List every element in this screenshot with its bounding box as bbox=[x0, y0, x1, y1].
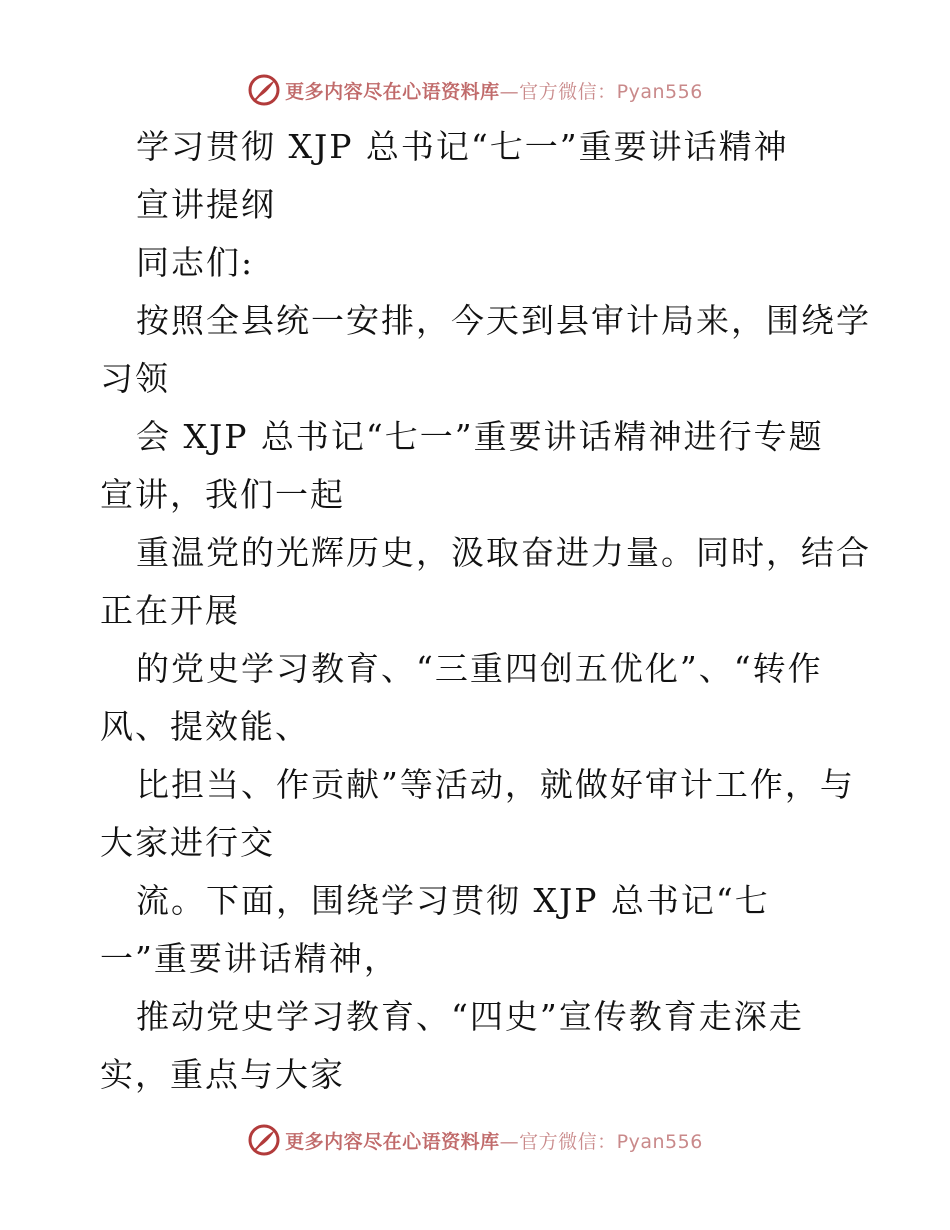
body-line: 比担当、作贡献”等活动，就做好审计工作，与 bbox=[136, 765, 855, 804]
body-line: 一”重要讲话精神， bbox=[100, 939, 399, 978]
banner-separator: — bbox=[499, 1130, 520, 1153]
body-line: 会 XJP 总书记“七一”重要讲话精神进行专题 bbox=[136, 417, 824, 456]
feather-quill-logo-icon bbox=[247, 1123, 281, 1157]
body-line: 风、提效能、 bbox=[100, 707, 310, 746]
title-line-2: 宣讲提纲 bbox=[136, 185, 276, 224]
body-line: 正在开展 bbox=[100, 591, 240, 630]
document-body bbox=[100, 118, 871, 1104]
banner-separator: — bbox=[499, 80, 520, 103]
body-line: 习领 bbox=[100, 359, 170, 398]
body-line: 推动党史学习教育、“四史”宣传教育走深走 bbox=[136, 997, 804, 1036]
banner-text bbox=[285, 77, 703, 104]
feather-quill-logo-icon bbox=[247, 73, 281, 107]
banner-wechat: 官方微信：Pyan556 bbox=[519, 80, 703, 103]
footer-banner bbox=[0, 1118, 950, 1162]
banner-site-name: 更多内容尽在心语资料库 bbox=[285, 1130, 500, 1153]
title-line-1: 学习贯彻 XJP 总书记“七一”重要讲话精神 bbox=[136, 127, 789, 166]
banner-site-name: 更多内容尽在心语资料库 bbox=[285, 80, 500, 103]
banner-wechat: 官方微信：Pyan556 bbox=[519, 1130, 703, 1153]
salutation: 同志们: bbox=[136, 243, 255, 282]
banner-text bbox=[285, 1127, 703, 1154]
body-line: 的党史学习教育、“三重四创五优化”、“转作 bbox=[136, 649, 823, 688]
header-banner bbox=[0, 68, 950, 112]
body-line: 按照全县统一安排，今天到县审计局来，围绕学 bbox=[136, 301, 871, 340]
body-line: 流。下面，围绕学习贯彻 XJP 总书记“七 bbox=[136, 881, 770, 920]
body-line: 宣讲，我们一起 bbox=[100, 475, 345, 514]
body-line: 实，重点与大家 bbox=[100, 1055, 345, 1094]
body-line: 大家进行交 bbox=[100, 823, 275, 862]
body-line: 重温党的光辉历史，汲取奋进力量。同时，结合 bbox=[136, 533, 871, 572]
